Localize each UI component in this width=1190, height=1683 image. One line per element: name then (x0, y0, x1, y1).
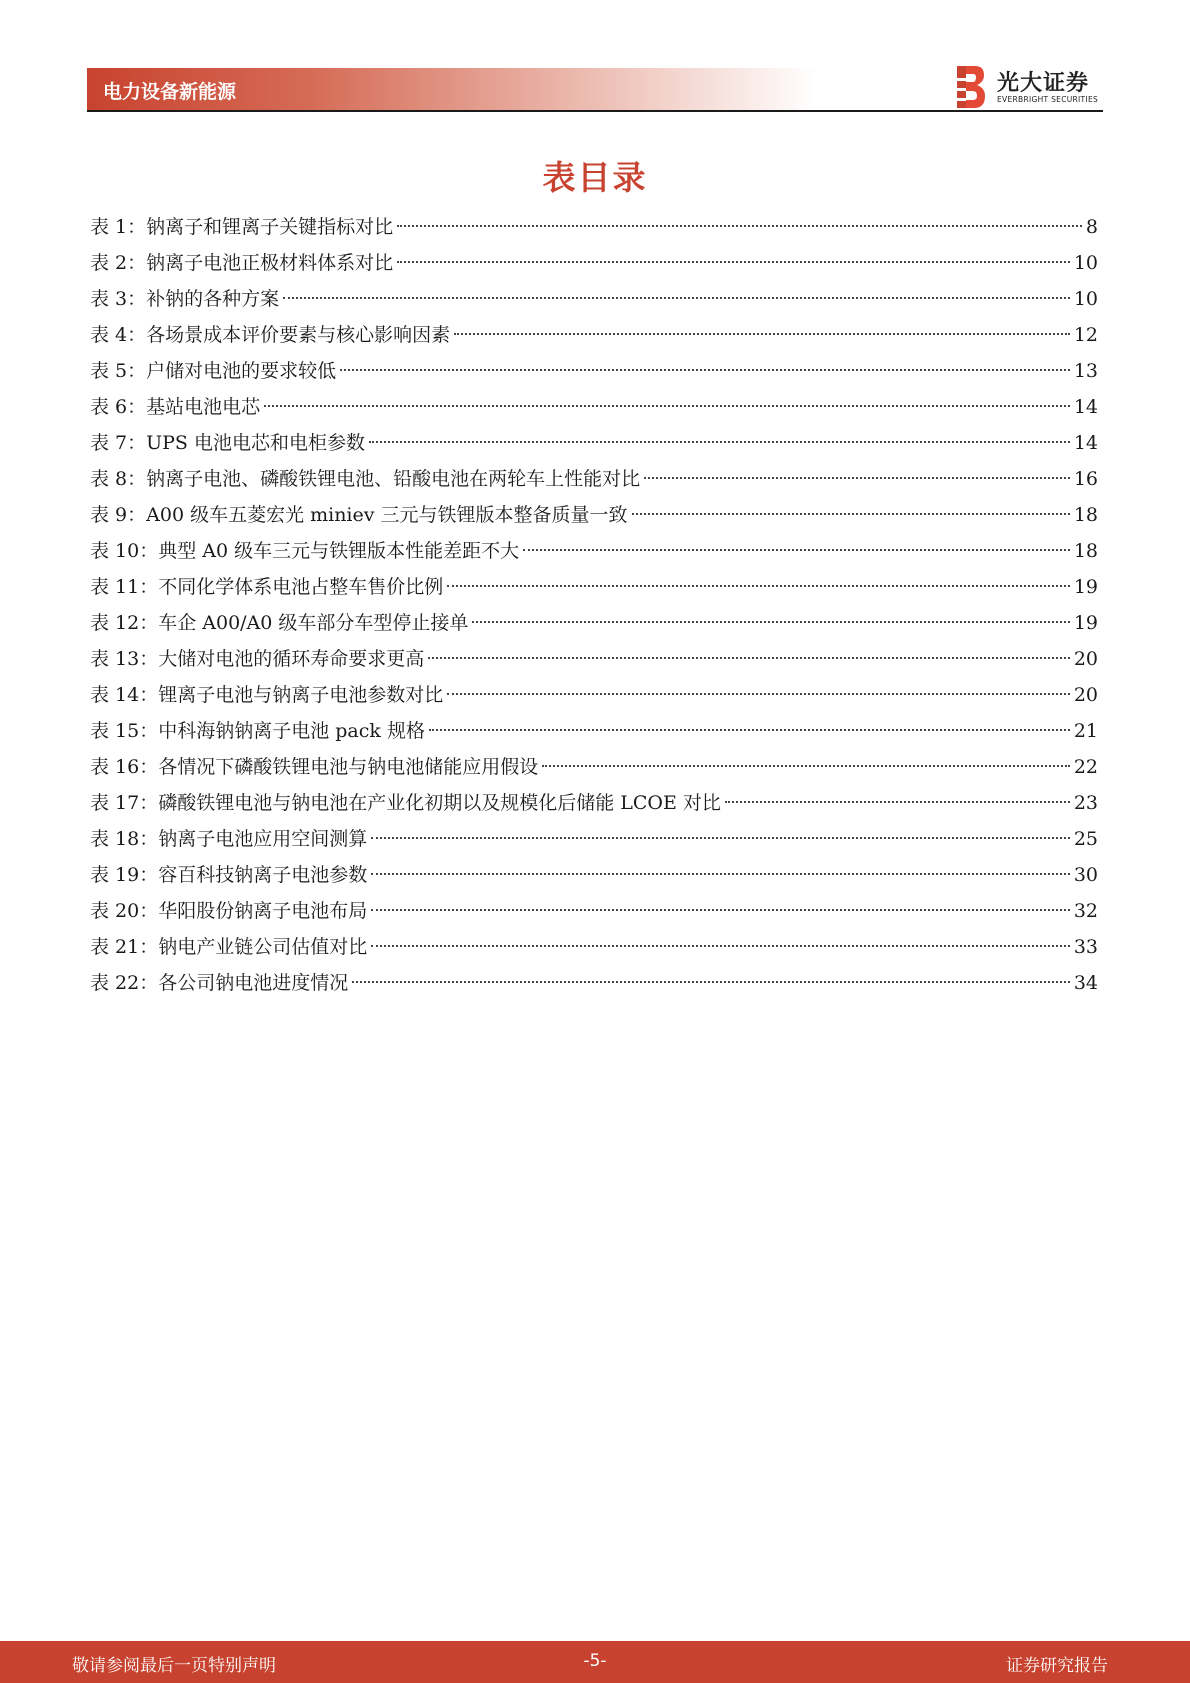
logo-text-en: EVERBRIGHT SECURITIES (997, 95, 1099, 104)
toc-entry-label[interactable]: 表 21：钠电产业链公司估值对比 (90, 936, 368, 958)
toc-entry-label[interactable]: 表 20：华阳股份钠离子电池布局 (90, 900, 368, 922)
dot-leader (397, 261, 1070, 263)
toc-entry-page[interactable]: 30 (1073, 864, 1098, 886)
dot-leader (264, 405, 1070, 407)
toc-entry-page[interactable]: 19 (1073, 612, 1098, 634)
toc-entry-label[interactable]: 表 11：不同化学体系电池占整车售价比例 (90, 576, 444, 598)
dot-leader (447, 585, 1070, 587)
toc-entry-page[interactable]: 34 (1073, 972, 1098, 994)
dot-leader (447, 693, 1070, 695)
toc-entry-label[interactable]: 表 9：A00 级车五菱宏光 miniev 三元与铁锂版本整备质量一致 (90, 504, 628, 526)
toc-entry[interactable] (90, 966, 1098, 1002)
toc-entry-page[interactable]: 20 (1073, 684, 1098, 706)
toc-entry-page[interactable]: 19 (1073, 576, 1098, 598)
toc-entry-page[interactable]: 16 (1073, 468, 1098, 490)
dot-leader (283, 297, 1070, 299)
toc-entry-page[interactable]: 32 (1073, 900, 1098, 922)
dot-leader (523, 549, 1070, 551)
dot-leader (429, 729, 1070, 731)
dot-leader (369, 441, 1070, 443)
toc-entry-label[interactable]: 表 6：基站电池电芯 (90, 396, 261, 418)
dot-leader (472, 621, 1069, 623)
toc-entry-page[interactable]: 8 (1085, 216, 1098, 238)
toc-entry-label[interactable]: 表 8：钠离子电池、磷酸铁锂电池、铅酸电池在两轮车上性能对比 (90, 468, 641, 490)
dot-leader (371, 873, 1070, 875)
dot-leader (397, 225, 1082, 227)
toc-entry-page[interactable]: 33 (1073, 936, 1098, 958)
everbright-logo (955, 64, 1105, 110)
everbright-logo-icon (955, 64, 987, 110)
page-header (87, 68, 1103, 112)
toc-entry-page[interactable]: 13 (1073, 360, 1098, 382)
toc-entry[interactable] (90, 534, 1098, 570)
toc-entry-label[interactable]: 表 1：钠离子和锂离子关键指标对比 (90, 216, 394, 238)
logo-text-cn: 光大证券 (997, 71, 1090, 96)
toc-entry[interactable] (90, 570, 1098, 606)
toc-entry-page[interactable]: 20 (1073, 648, 1098, 670)
toc-entry[interactable] (90, 678, 1098, 714)
toc-entry-label[interactable]: 表 19：容百科技钠离子电池参数 (90, 864, 368, 886)
toc-entry-label[interactable]: 表 4：各场景成本评价要素与核心影响因素 (90, 324, 451, 346)
toc-entry[interactable] (90, 246, 1098, 282)
toc-entry-label[interactable]: 表 13：大储对电池的循环寿命要求更高 (90, 648, 425, 670)
dot-leader (644, 477, 1070, 479)
toc-entry[interactable] (90, 786, 1098, 822)
header-rule (87, 110, 1103, 112)
toc-entry[interactable] (90, 714, 1098, 750)
toc-entry[interactable] (90, 606, 1098, 642)
toc-entry[interactable] (90, 210, 1098, 246)
toc-entry-page[interactable]: 18 (1073, 540, 1098, 562)
toc-entry-label[interactable]: 表 17：磷酸铁锂电池与钠电池在产业化初期以及规模化后储能 LCOE 对比 (90, 792, 721, 814)
toc-entry-page[interactable]: 23 (1073, 792, 1098, 814)
toc-entry[interactable] (90, 930, 1098, 966)
dot-leader (371, 837, 1070, 839)
toc-entry[interactable] (90, 354, 1098, 390)
page-footer (0, 1641, 1190, 1683)
toc-entry-page[interactable]: 21 (1073, 720, 1098, 742)
toc-entry-label[interactable]: 表 12：车企 A00/A0 级车部分车型停止接单 (90, 612, 469, 634)
dot-leader (340, 369, 1070, 371)
header-band (87, 68, 817, 110)
table-of-tables (90, 210, 1098, 1002)
toc-entry-page[interactable]: 12 (1073, 324, 1098, 346)
dot-leader (542, 765, 1070, 767)
dot-leader (454, 333, 1070, 335)
toc-entry-label[interactable]: 表 14：锂离子电池与钠离子电池参数对比 (90, 684, 444, 706)
toc-entry[interactable] (90, 282, 1098, 318)
toc-entry[interactable] (90, 318, 1098, 354)
toc-entry-label[interactable]: 表 10：典型 A0 级车三元与铁锂版本性能差距不大 (90, 540, 520, 562)
toc-entry[interactable] (90, 858, 1098, 894)
toc-entry-page[interactable]: 25 (1073, 828, 1098, 850)
toc-entry-label[interactable]: 表 2：钠离子电池正极材料体系对比 (90, 252, 394, 274)
dot-leader (632, 513, 1070, 515)
toc-entry[interactable] (90, 498, 1098, 534)
toc-entry-page[interactable]: 22 (1073, 756, 1098, 778)
toc-entry-label[interactable]: 表 3：补钠的各种方案 (90, 288, 280, 310)
toc-entry[interactable] (90, 822, 1098, 858)
page-number: -5- (583, 1651, 607, 1671)
dot-leader (428, 657, 1070, 659)
toc-entry[interactable] (90, 894, 1098, 930)
section-title: 电力设备新能源 (103, 81, 237, 103)
toc-entry-label[interactable]: 表 15：中科海钠钠离子电池 pack 规格 (90, 720, 425, 742)
dot-leader (352, 981, 1070, 983)
toc-entry[interactable] (90, 390, 1098, 426)
toc-entry-label[interactable]: 表 7：UPS 电池电芯和电柜参数 (90, 432, 365, 454)
dot-leader (371, 945, 1070, 947)
page-title: 表目录 (542, 158, 648, 197)
footer-disclaimer: 敬请参阅最后一页特别声明 (72, 1656, 276, 1676)
toc-entry-page[interactable]: 18 (1073, 504, 1098, 526)
toc-entry-page[interactable]: 14 (1073, 396, 1098, 418)
toc-entry-page[interactable]: 10 (1073, 288, 1098, 310)
toc-entry[interactable] (90, 750, 1098, 786)
toc-entry-label[interactable]: 表 16：各情况下磷酸铁锂电池与钠电池储能应用假设 (90, 756, 539, 778)
dot-leader (725, 801, 1070, 803)
dot-leader (371, 909, 1070, 911)
toc-entry-label[interactable]: 表 22：各公司钠电池进度情况 (90, 972, 349, 994)
toc-entry-label[interactable]: 表 5：户储对电池的要求较低 (90, 360, 337, 382)
toc-entry-label[interactable]: 表 18：钠离子电池应用空间测算 (90, 828, 368, 850)
toc-entry-page[interactable]: 14 (1073, 432, 1098, 454)
footer-report-type: 证券研究报告 (1006, 1656, 1108, 1676)
toc-entry[interactable] (90, 462, 1098, 498)
toc-entry[interactable] (90, 642, 1098, 678)
toc-entry-page[interactable]: 10 (1073, 252, 1098, 274)
toc-entry[interactable] (90, 426, 1098, 462)
